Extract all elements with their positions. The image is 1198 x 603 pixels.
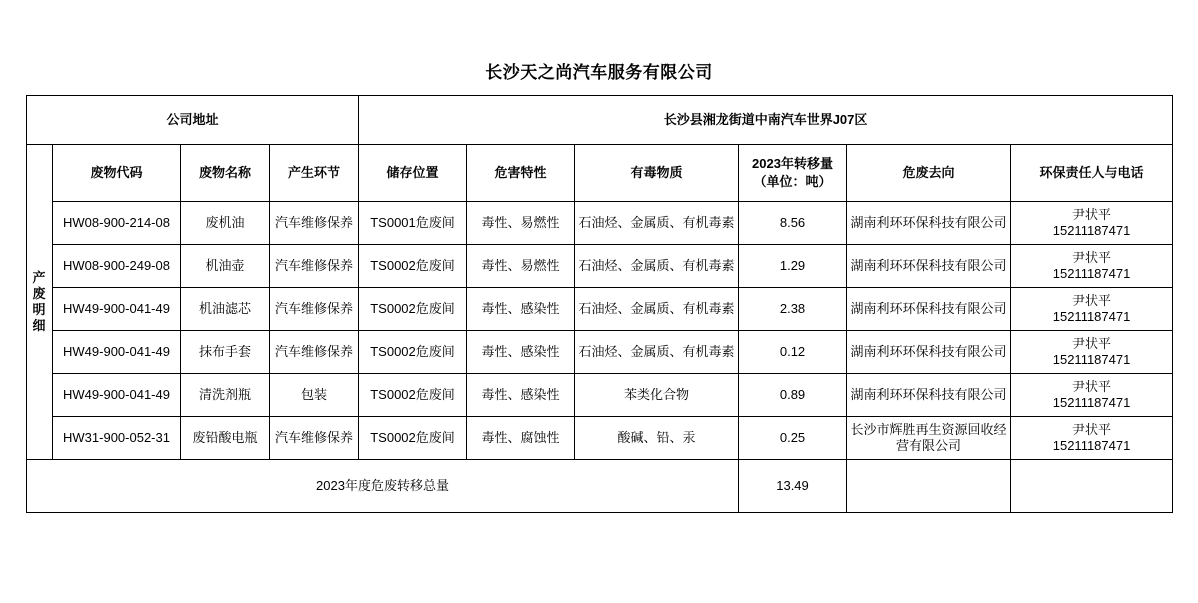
cell-code: HW49-900-041-49: [53, 288, 181, 331]
cell-contact-name: 尹状平: [1072, 335, 1112, 351]
cell-contact: [1011, 374, 1173, 417]
cell-hazard: 毒性、腐蚀性: [467, 417, 575, 460]
cell-contact-phone: 15211187471: [1052, 223, 1131, 238]
cell-contact: [1011, 417, 1173, 460]
cell-code: HW08-900-249-08: [53, 245, 181, 288]
total-blank-destination: [847, 460, 1011, 513]
cell-contact-name: 尹状平: [1072, 249, 1112, 265]
page-title: 长沙天之尚汽车服务有限公司: [485, 63, 713, 82]
column-header-amount-line1: 2023年转移量: [752, 156, 833, 172]
cell-amount: 0.25: [739, 417, 847, 460]
cell-hazard: 毒性、感染性: [467, 331, 575, 374]
cell-destination: 湖南利环环保科技有限公司: [847, 288, 1011, 331]
cell-contact-phone: 15211187471: [1052, 395, 1131, 410]
cell-storage: TS0002危废间: [359, 331, 467, 374]
table-row: [27, 245, 1173, 288]
cell-hazard: 毒性、易燃性: [467, 245, 575, 288]
column-header-stage: 产生环节: [270, 145, 359, 202]
cell-contact-name: 尹状平: [1072, 421, 1112, 437]
cell-amount: 0.12: [739, 331, 847, 374]
cell-contact: [1011, 331, 1173, 374]
cell-contact-phone: 15211187471: [1052, 352, 1131, 367]
section-label-char-3: 明: [32, 302, 47, 317]
cell-code: HW08-900-214-08: [53, 202, 181, 245]
section-label-char-1: 产: [32, 269, 47, 285]
table-row: [27, 202, 1173, 245]
total-label: 2023年度危废转移总量: [27, 460, 739, 513]
cell-amount: 2.38: [739, 288, 847, 331]
cell-storage: TS0001危废间: [359, 202, 467, 245]
column-header-destination: 危废去向: [847, 145, 1011, 202]
cell-toxic: 苯类化合物: [575, 374, 739, 417]
column-header-toxic: 有毒物质: [575, 145, 739, 202]
cell-contact-name: 尹状平: [1072, 378, 1112, 394]
cell-stage: 汽车维修保养: [270, 417, 359, 460]
cell-code: HW31-900-052-31: [53, 417, 181, 460]
cell-contact-phone: 15211187471: [1052, 266, 1131, 281]
table-row: [27, 288, 1173, 331]
cell-amount: 1.29: [739, 245, 847, 288]
cell-toxic: 石油烃、金属质、有机毒素: [575, 202, 739, 245]
cell-contact: [1011, 202, 1173, 245]
total-row: [27, 460, 1173, 513]
cell-toxic: 石油烃、金属质、有机毒素: [575, 245, 739, 288]
cell-contact-phone: 15211187471: [1052, 309, 1131, 324]
address-label: 公司地址: [27, 96, 359, 145]
cell-name: 抹布手套: [181, 331, 270, 374]
address-value: 长沙县湘龙街道中南汽车世界J07区: [359, 96, 1173, 145]
cell-stage: 汽车维修保养: [270, 202, 359, 245]
cell-name: 清洗剂瓶: [181, 374, 270, 417]
cell-code: HW49-900-041-49: [53, 331, 181, 374]
cell-name: 废机油: [181, 202, 270, 245]
cell-stage: 汽车维修保养: [270, 288, 359, 331]
cell-storage: TS0002危废间: [359, 417, 467, 460]
column-header-contact: 环保责任人与电话: [1011, 145, 1173, 202]
cell-hazard: 毒性、易燃性: [467, 202, 575, 245]
column-header-name: 废物名称: [181, 145, 270, 202]
cell-name: 废铅酸电瓶: [181, 417, 270, 460]
hazardous-waste-table: [26, 95, 1173, 513]
column-header-amount: [739, 145, 847, 202]
cell-contact-name: 尹状平: [1072, 206, 1112, 222]
cell-destination: 湖南利环环保科技有限公司: [847, 374, 1011, 417]
total-blank-contact: [1011, 460, 1173, 513]
cell-destination: 长沙市辉胜再生资源回收经营有限公司: [847, 417, 1011, 460]
cell-amount: 8.56: [739, 202, 847, 245]
cell-contact-phone: 15211187471: [1052, 438, 1131, 453]
section-label-char-4: 细: [32, 318, 47, 334]
table-header-row: [27, 145, 1173, 202]
cell-storage: TS0002危废间: [359, 374, 467, 417]
cell-hazard: 毒性、感染性: [467, 374, 575, 417]
table-row: [27, 331, 1173, 374]
cell-destination: 湖南利环环保科技有限公司: [847, 202, 1011, 245]
cell-destination: 湖南利环环保科技有限公司: [847, 245, 1011, 288]
cell-contact: [1011, 245, 1173, 288]
column-header-storage: 储存位置: [359, 145, 467, 202]
table-row: [27, 374, 1173, 417]
section-label-char-2: 废: [32, 285, 47, 301]
cell-stage: 包装: [270, 374, 359, 417]
cell-stage: 汽车维修保养: [270, 331, 359, 374]
column-header-amount-line2: （单位：吨）: [753, 174, 832, 189]
cell-hazard: 毒性、感染性: [467, 288, 575, 331]
cell-storage: TS0002危废间: [359, 245, 467, 288]
section-label-waste-detail: [27, 145, 53, 460]
total-value: 13.49: [739, 460, 847, 513]
cell-contact: [1011, 288, 1173, 331]
address-row: [27, 96, 1173, 145]
cell-destination: 湖南利环环保科技有限公司: [847, 331, 1011, 374]
cell-contact-name: 尹状平: [1072, 292, 1112, 308]
cell-name: 机油壶: [181, 245, 270, 288]
cell-name: 机油滤芯: [181, 288, 270, 331]
cell-stage: 汽车维修保养: [270, 245, 359, 288]
table-row: [27, 417, 1173, 460]
cell-code: HW49-900-041-49: [53, 374, 181, 417]
cell-toxic: 石油烃、金属质、有机毒素: [575, 288, 739, 331]
cell-toxic: 石油烃、金属质、有机毒素: [575, 331, 739, 374]
column-header-hazard: 危害特性: [467, 145, 575, 202]
cell-toxic: 酸碱、铅、汞: [575, 417, 739, 460]
cell-storage: TS0002危废间: [359, 288, 467, 331]
column-header-code: 废物代码: [53, 145, 181, 202]
cell-amount: 0.89: [739, 374, 847, 417]
